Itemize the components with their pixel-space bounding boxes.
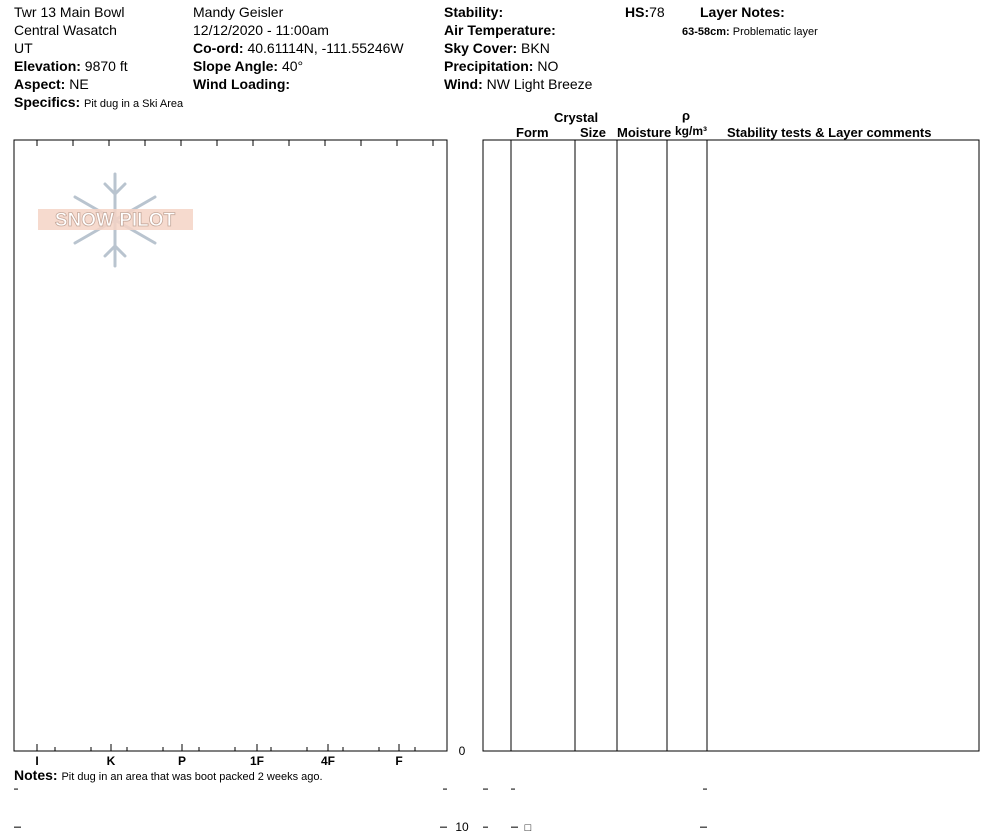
- hardness-tick-label: K: [106, 754, 116, 768]
- observation-datetime: 12/12/2020 - 11:00am: [193, 22, 329, 38]
- air-temperature-label: Air Temperature:: [444, 22, 556, 38]
- size-header: Size: [580, 125, 607, 140]
- state: UT: [14, 40, 33, 56]
- slope-angle-label: Slope Angle:: [193, 58, 279, 74]
- form-header: Form: [516, 125, 549, 140]
- coordinate-value: 40.61114N, -111.55246W: [247, 40, 404, 56]
- snow-height-value: 78: [649, 4, 665, 20]
- wind-value: NW Light Breeze: [486, 76, 593, 92]
- wind-loading-label: Wind Loading:: [193, 76, 291, 92]
- hardness-tick-label: 1F: [249, 754, 265, 768]
- location-name: Twr 13 Main Bowl: [14, 4, 125, 20]
- layer-grid-frame: [483, 140, 979, 751]
- specifics-value: Pit dug in a Ski Area: [84, 98, 184, 110]
- hardness-tick-label: 4F: [320, 754, 336, 768]
- aspect-value: NE: [69, 76, 89, 92]
- density-symbol: ρ: [682, 108, 691, 123]
- specifics-label: Specifics:: [14, 94, 81, 110]
- aspect-label: Aspect:: [14, 76, 66, 92]
- layer-note-text: Problematic layer: [732, 26, 818, 38]
- precipitation-value: NO: [537, 58, 559, 74]
- profile-frame: [14, 140, 447, 751]
- snow-height-label: HS:: [625, 4, 650, 20]
- density-unit: kg/m³: [675, 124, 708, 138]
- grain-form-symbol: □: [524, 822, 532, 835]
- observer-name: Mandy Geisler: [193, 4, 284, 20]
- notes-value: Pit dug in an area that was boot packed 2 weeks ago.: [61, 771, 323, 783]
- logo-text: SNOW PILOT: [54, 210, 176, 231]
- precipitation-label: Precipitation:: [444, 58, 534, 74]
- stability-tests-header: Stability tests & Layer comments: [727, 125, 932, 140]
- mountain-range: Central Wasatch: [14, 22, 117, 38]
- elevation-label: Elevation:: [14, 58, 81, 74]
- hardness-tick-label: F: [395, 754, 403, 768]
- elevation-value: 9870 ft: [84, 58, 128, 74]
- height-tick-label: 10: [455, 820, 469, 835]
- layer-note-range: 63-58cm:: [682, 26, 730, 38]
- crystal-header: Crystal: [554, 110, 599, 125]
- notes-label: Notes:: [14, 767, 58, 783]
- height-tick-label: 0: [458, 744, 466, 758]
- snow-pilot-logo: [38, 174, 193, 266]
- sky-cover-value: BKN: [521, 40, 550, 56]
- hardness-tick-label: I: [35, 754, 39, 768]
- sky-cover-label: Sky Cover:: [444, 40, 518, 56]
- slope-angle-value: 40°: [281, 58, 304, 74]
- wind-label: Wind:: [444, 76, 483, 92]
- hardness-tick-label: P: [177, 754, 187, 768]
- coordinate-label: Co-ord:: [193, 40, 244, 56]
- stability-label: Stability:: [444, 4, 504, 20]
- moisture-header: Moisture: [617, 125, 672, 140]
- layer-notes-label: Layer Notes:: [700, 4, 785, 20]
